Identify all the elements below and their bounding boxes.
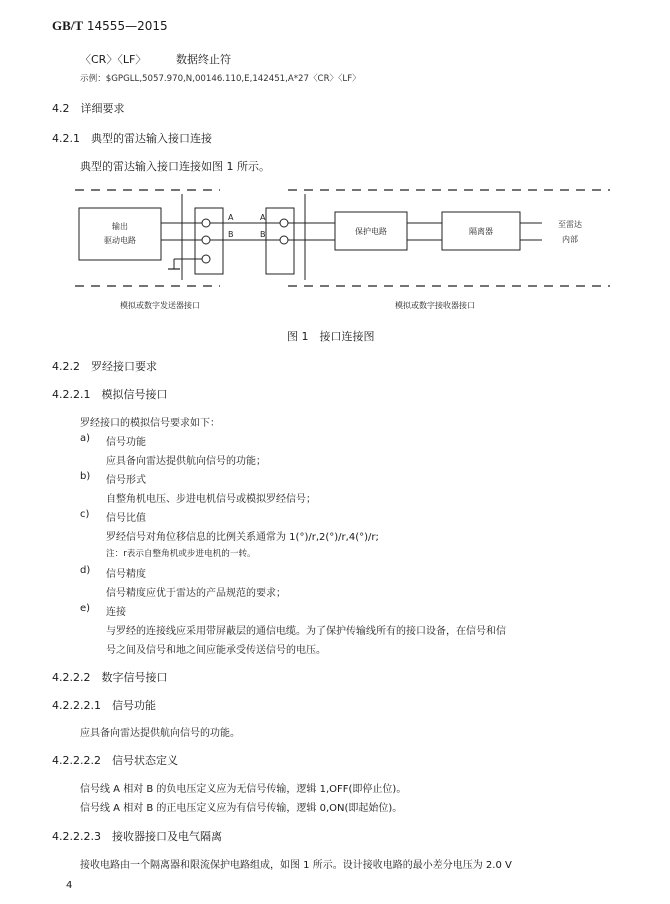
heading-4-2-2-2-2: 4.2.2.2.2 信号状态定义 <box>52 754 178 767</box>
paragraph-4-2-1: 典型的雷达输入接口连接如图 1 所示。 <box>80 160 270 173</box>
paragraph-4-2-2-2-2-line2: 信号线 A 相对 B 的正电压定义应为有信号传输，逻辑 0,ON(即起始位)。 <box>80 803 403 814</box>
isolator-label: 隔离器 <box>469 227 493 236</box>
list-item-body-continued: 号之间及信号和地之间应能承受传送信号的电压。 <box>106 645 326 656</box>
page-number: 4 <box>66 880 73 891</box>
rx-terminal-b <box>280 236 288 244</box>
output-driver-label-1: 输出 <box>112 222 128 231</box>
standard-header <box>52 18 168 34</box>
interface-connection-diagram <box>70 180 610 315</box>
heading-4-2-2-2-3: 4.2.2.2.3 接收器接口及电气隔离 <box>52 830 222 843</box>
terminator-meaning: 数据终止符 <box>176 53 231 66</box>
link-label-a-rx: A <box>260 213 266 222</box>
heading-4-2-1: 4.2.1 典型的雷达输入接口连接 <box>52 132 212 145</box>
list-item-body: 应具备向雷达提供航向信号的功能； <box>106 456 266 467</box>
figure-caption: 图 1 接口连接图 <box>287 330 375 343</box>
link-label-b-rx: B <box>260 230 266 239</box>
heading-4-2-2-1: 4.2.2.1 模拟信号接口 <box>52 388 168 401</box>
tx-terminal-b <box>202 236 210 244</box>
list-item-label: c) <box>80 509 90 520</box>
heading-4-2-2: 4.2.2 罗经接口要求 <box>52 360 157 373</box>
list-item-title: 信号比值 <box>106 513 146 524</box>
paragraph-4-2-2-1-intro: 罗经接口的模拟信号要求如下： <box>80 418 220 429</box>
to-radar-label-1: 至雷达 <box>558 220 582 229</box>
list-item-label: e) <box>80 603 91 614</box>
output-driver-box <box>79 208 161 260</box>
heading-4-2-2-2: 4.2.2.2 数字信号接口 <box>52 671 168 684</box>
paragraph-4-2-2-2-3: 接收电路由一个隔离器和限流保护电路组成，如图 1 所示。设计接收电路的最小差分电压为 2.0 V <box>80 860 512 871</box>
list-item-note: 注：r表示自整角机或步进电机的一转。 <box>106 549 256 559</box>
list-item-label: d) <box>80 565 91 576</box>
list-item-title: 信号形式 <box>106 475 146 486</box>
paragraph-4-2-2-2-1: 应具备向雷达提供航向信号的功能。 <box>80 728 240 739</box>
tx-interface-label: 模拟或数字发送器接口 <box>120 301 200 310</box>
protection-circuit-label: 保护电路 <box>355 227 387 236</box>
heading-4-2-2-2-1: 4.2.2.2.1 信号功能 <box>52 699 156 712</box>
list-item-title: 信号功能 <box>106 437 146 448</box>
paragraph-4-2-2-2-2-line1: 信号线 A 相对 B 的负电压定义应为无信号传输，逻辑 1,OFF(即停止位)。 <box>80 784 407 795</box>
terminator-example: 示例：$GPGLL,5057.970,N,00146.110,E,142451,A*27〈CR〉〈LF〉 <box>80 74 361 84</box>
output-driver-label-2: 驱动电路 <box>104 236 136 245</box>
standard-prefix: GB/T <box>52 18 84 33</box>
link-label-a-tx: A <box>228 213 234 222</box>
list-item-title: 信号精度 <box>106 569 146 580</box>
tx-terminal-ground <box>202 255 210 263</box>
list-item-body: 信号精度应优于雷达的产品规范的要求； <box>106 588 286 599</box>
terminator-code: 〈CR〉〈LF〉 <box>80 53 147 66</box>
rx-terminal-a <box>280 219 288 227</box>
rx-interface-label: 模拟或数字接收器接口 <box>395 301 475 310</box>
list-item-title: 连接 <box>106 607 126 618</box>
to-radar-label-2: 内部 <box>562 235 578 244</box>
list-item-label: b) <box>80 471 91 482</box>
standard-number: 14555—2015 <box>86 19 168 33</box>
list-item-body: 罗经信号对角位移信息的比例关系通常为 1(°)/r,2(°)/r,4(°)/r; <box>106 532 379 543</box>
list-item-label: a) <box>80 433 91 444</box>
tx-terminal-a <box>202 219 210 227</box>
link-label-b-tx: B <box>228 230 234 239</box>
list-item-body: 与罗经的连接线应采用带屏蔽层的通信电缆。为了保护传输线所有的接口设备，在信号和信 <box>106 626 506 637</box>
tx-terminal-block <box>195 208 223 274</box>
heading-4-2: 4.2 详细要求 <box>52 102 125 115</box>
list-item-body: 自整角机电压、步进电机信号或模拟罗经信号； <box>106 494 316 505</box>
